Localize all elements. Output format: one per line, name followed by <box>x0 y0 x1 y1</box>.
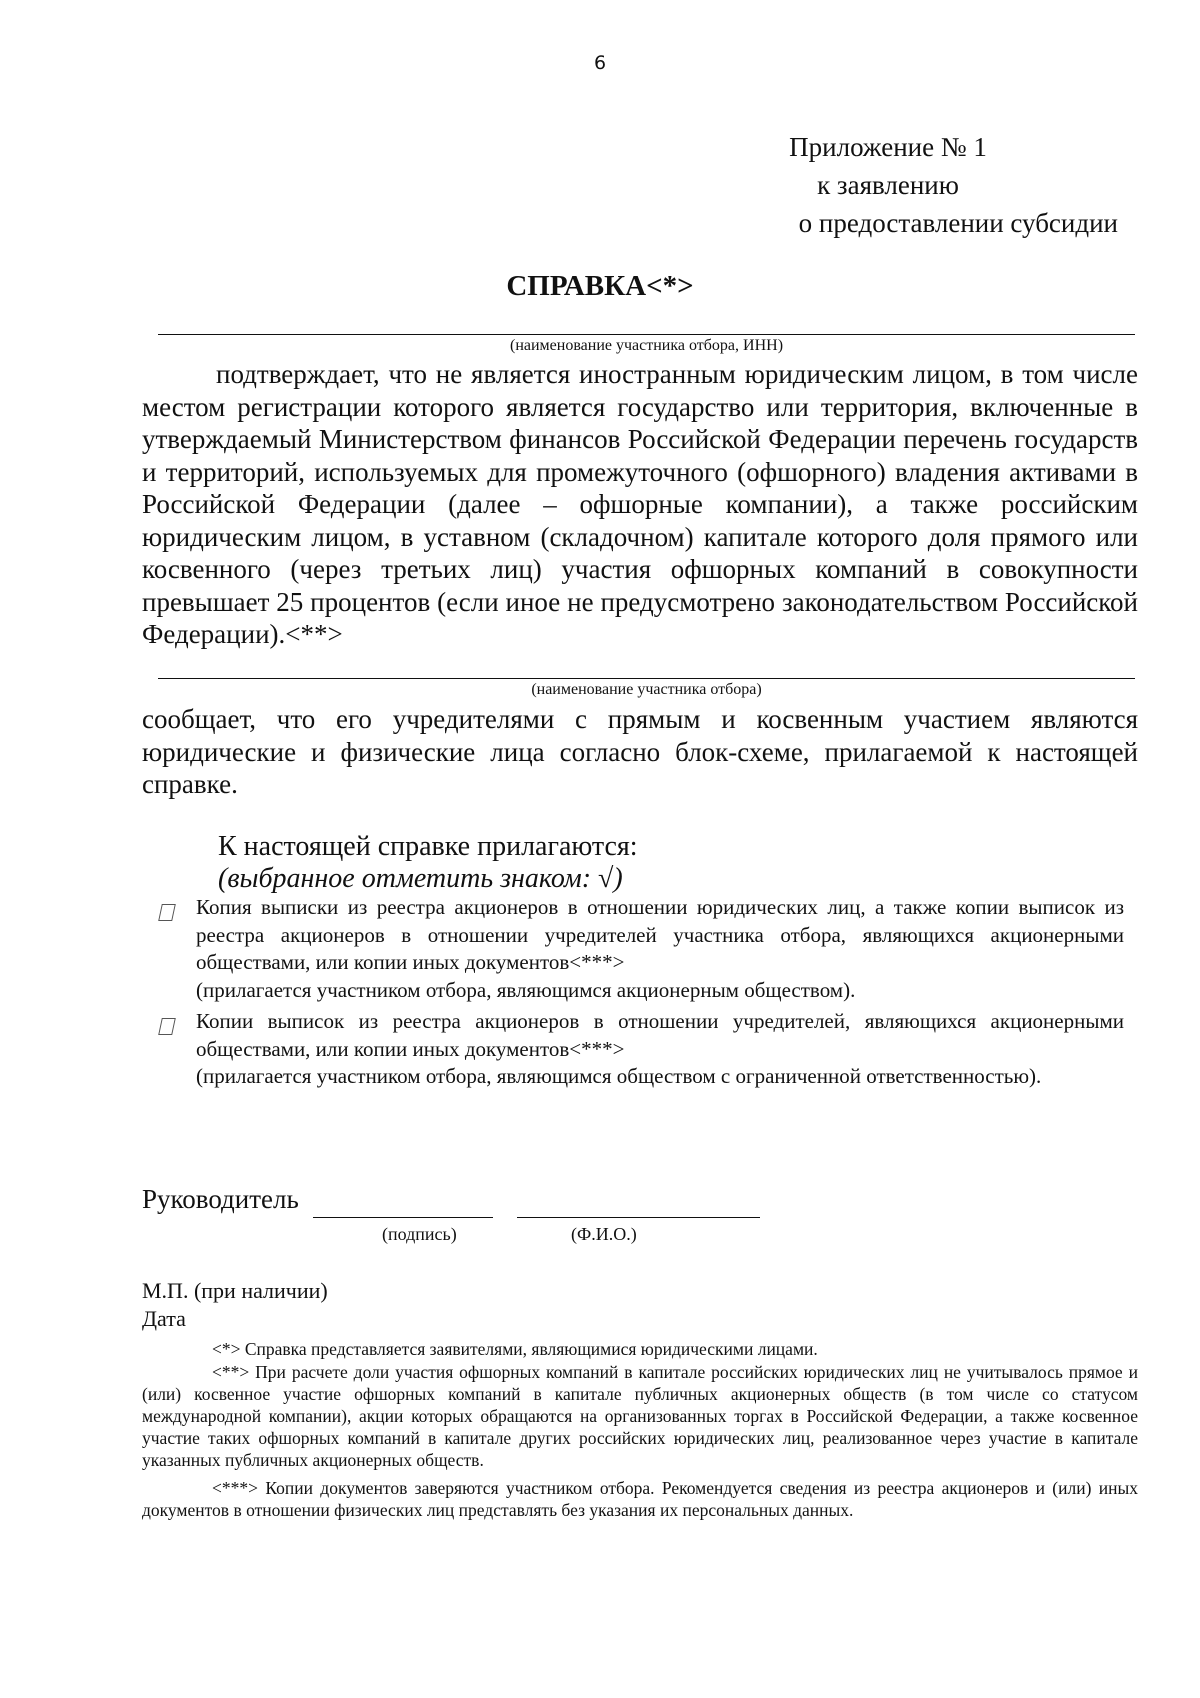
founders-paragraph: сообщает, что его учредителями с прямым и косвенным участием являются юридические и физические лица согласно блок-схеме, прилагаемой к настоящей справке. <box>142 704 1138 799</box>
attachments-instruction: (выбранное отметить знаком: √) <box>218 863 623 894</box>
appendix-line-3: о предоставлении субсидии <box>798 208 1118 238</box>
confirmation-text: подтверждает, что не является иностранным юридическим лицом, в том числе местом регистрации которого является государство или территория, включенные в утверждаемый Министерством финансов Российской Федерации перечень государств и территорий, используемых для промежуточного (офшорного) владения активами в Российской Федерации (далее – офшорные компании), а также российским юридическим лицом, в уставном (складочном) капитале которого доля прямого или косвенного (через третьих лиц) участия офшорных компаний в совокупности превышает 25 процентов (если иное не предусмотрено законодательством Российской Федерации).<**> <box>142 359 1138 649</box>
attachment-2-text: Копии выписок из реестра акционеров в отношении учредителей, являющихся акционерными обществами, или копии иных документов<***> <box>196 1009 1124 1061</box>
attachment-1-checkbox[interactable] <box>158 904 176 921</box>
participant-blank-line <box>158 678 1135 679</box>
appendix-line-2: к заявлению <box>817 170 959 200</box>
signature-line[interactable] <box>313 1217 493 1218</box>
attachment-2-checkbox[interactable] <box>158 1018 176 1035</box>
footnote-3-text: <***> Копии документов заверяются участником отбора. Рекомендуется сведения из реестра акционеров и (или) иных документов в отношении физических лиц представлять без указания их персональных данных. <box>142 1478 1138 1520</box>
participant-inn-blank-line <box>158 334 1135 335</box>
appendix-line-1: Приложение № 1 <box>789 132 987 162</box>
attachment-item-2 <box>196 1008 1124 1091</box>
footnote-2 <box>142 1361 1138 1471</box>
participant-caption: (наименование участника отбора) <box>531 681 762 698</box>
attachment-1-note: (прилагается участником отбора, являющимся акционерным обществом). <box>196 977 856 1002</box>
stamp-label: М.П. (при наличии) <box>142 1278 328 1303</box>
date-label: Дата <box>142 1306 186 1331</box>
signer-role: Руководитель <box>142 1184 299 1214</box>
attachment-1-text: Копия выписки из реестра акционеров в отношении юридических лиц, а также копии выписок из реестра акционеров в отношении учредителей участника отбора, являющихся акционерными обществами, или копии иных документов<***> <box>196 895 1124 974</box>
attachments-heading: К настоящей справке прилагаются: <box>218 831 638 862</box>
footnote-1 <box>142 1338 1138 1360</box>
page-number: 6 <box>593 52 607 74</box>
attachment-item-1 <box>196 894 1124 1004</box>
attachment-2-note: (прилагается участником отбора, являющимся обществом с ограниченной ответственностью). <box>196 1064 1042 1088</box>
participant-inn-caption: (наименование участника отбора, ИНН) <box>509 337 784 354</box>
document-title: СПРАВКА<*> <box>506 270 694 302</box>
footnote-1-text: <*> Справка представляется заявителями, являющимися юридическими лицами. <box>212 1339 818 1359</box>
footnote-2-text: <**> При расчете доли участия офшорных компаний в капитале российских юридических лиц не учитывалось прямое и (или) косвенное участие офшорных компаний в капитале публичных акционерных обществ (в том числе со статусом международной компании), акции которых обращаются на организованных торгах в Российской Федерации, а также косвенное участие таких офшорных компаний в капитале других российских юридических лиц, реализованное через участие в капитале указанных публичных акционерных обществ. <box>142 1362 1138 1470</box>
confirmation-paragraph <box>142 358 1138 651</box>
signature-caption: (подпись) <box>382 1224 457 1244</box>
appendix-header <box>658 128 1118 242</box>
full-name-caption: (Ф.И.О.) <box>571 1224 637 1244</box>
footnote-3 <box>142 1477 1138 1521</box>
full-name-line[interactable] <box>517 1217 760 1218</box>
